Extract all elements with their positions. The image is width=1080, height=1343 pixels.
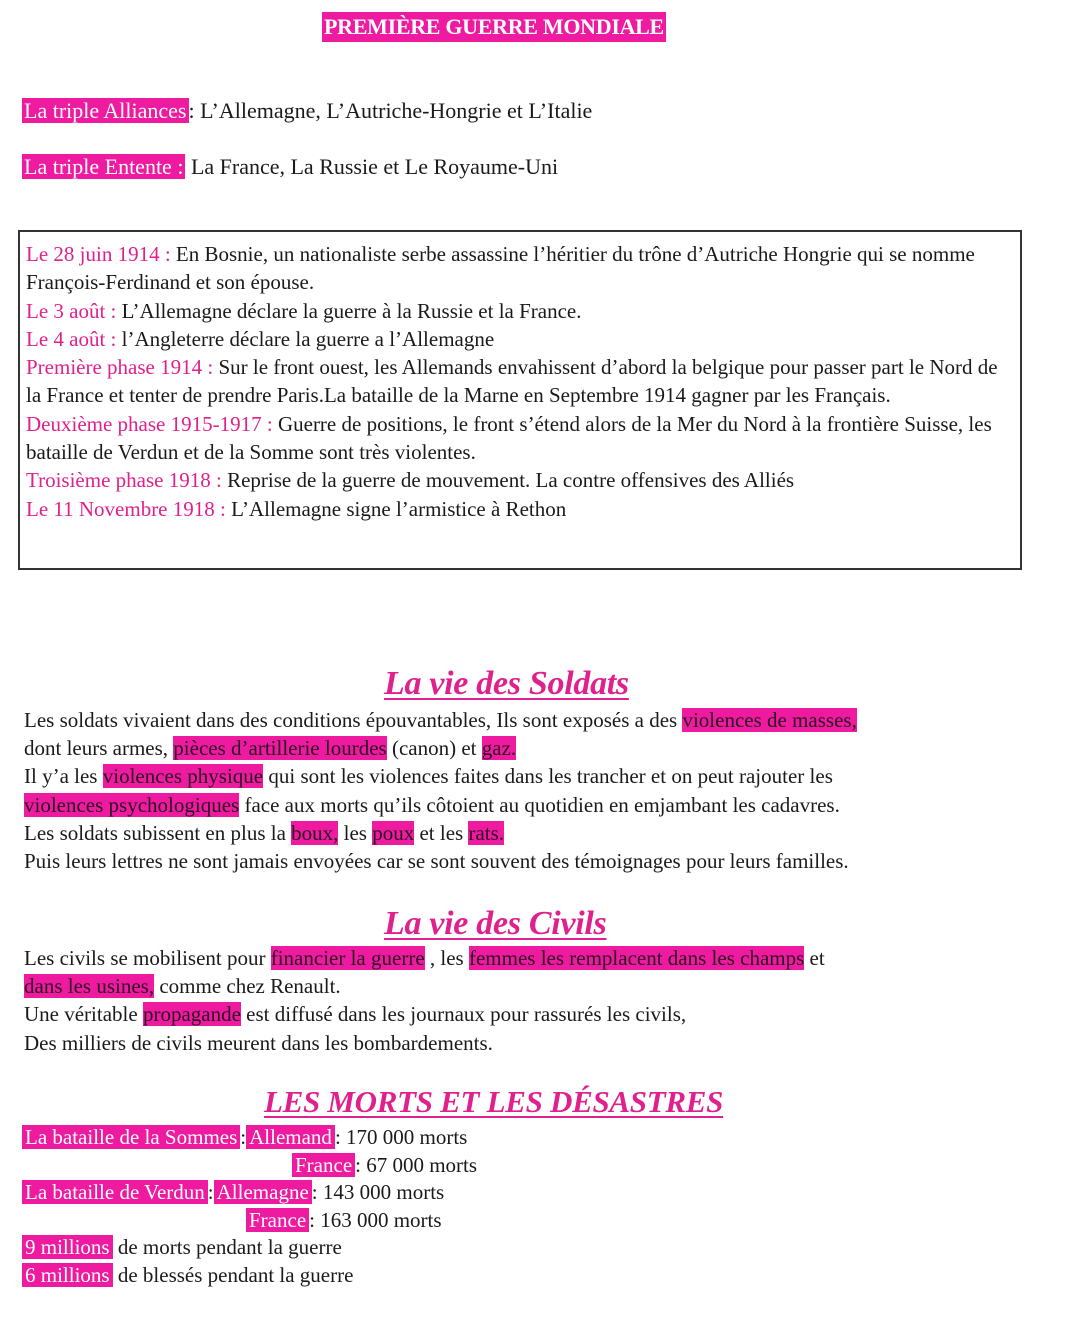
timeline-text: Sur le front ouest, les Allemands envahissent d’abord la belgique pour passer part le Nord de la France et tenter de prendre Paris.La bataille de la Marne en Septembre 1914 gagner par les Français. bbox=[26, 355, 998, 408]
triple-entente-line bbox=[22, 153, 558, 181]
death-count: : 67 000 morts bbox=[355, 1152, 478, 1177]
timeline-entry bbox=[26, 353, 1014, 410]
timeline-entry bbox=[26, 240, 1014, 297]
timeline-box bbox=[18, 230, 1022, 570]
triple-alliance-line bbox=[22, 97, 592, 125]
highlight: pièces d’artillerie lourdes bbox=[173, 736, 387, 761]
timeline-entry bbox=[26, 495, 1014, 523]
highlight: rats. bbox=[468, 820, 505, 845]
country-label: France bbox=[292, 1153, 355, 1177]
total-wounded-row bbox=[22, 1262, 353, 1290]
text-run: et les bbox=[414, 820, 469, 845]
triple-entente-text: La France, La Russie et Le Royaume-Uni bbox=[185, 154, 559, 179]
timeline-entry bbox=[26, 297, 1014, 325]
text-run: Les soldats subissent en plus la bbox=[24, 820, 292, 845]
timeline-text: L’Allemagne déclare la guerre à la Russie et la France. bbox=[116, 298, 582, 323]
highlight: boux, bbox=[291, 820, 339, 845]
timeline-text: En Bosnie, un nationaliste serbe assassine l’héritier du trône d’Autriche Hongrie qui se nomme François-Ferdinand et son épouse. bbox=[26, 242, 975, 295]
timeline-text: l’Angleterre déclare la guerre a l’Allemagne bbox=[116, 326, 495, 351]
battle-label: La bataille de Verdun bbox=[22, 1180, 208, 1204]
country-label: Allemagne bbox=[214, 1180, 312, 1204]
text-run: qui sont les violences faites dans les trancher et on peut rajouter les bbox=[263, 764, 833, 789]
timeline-text: L’Allemagne signe l’armistice à Rethon bbox=[225, 496, 567, 521]
timeline-entry bbox=[26, 410, 1014, 467]
total-dead-row bbox=[22, 1234, 342, 1262]
timeline-date: Troisième phase 1918 : bbox=[26, 468, 222, 493]
timeline-date: Deuxième phase 1915-1917 : bbox=[26, 411, 273, 436]
verdun-row bbox=[22, 1179, 444, 1207]
text-run: face aux morts qu’ils côtoient au quotidien en emjambant les cadavres. bbox=[239, 792, 840, 817]
timeline-date: Le 4 août : bbox=[26, 326, 117, 351]
triple-alliance-text: : L’Allemagne, L’Autriche-Hongrie et L’Italie bbox=[188, 98, 593, 123]
highlight: violences psychologiques bbox=[24, 792, 240, 817]
text-run: , les bbox=[424, 946, 469, 970]
death-count: : 170 000 morts bbox=[334, 1125, 468, 1149]
text-run: dont leurs armes, bbox=[24, 736, 174, 761]
timeline-date: Le 11 Novembre 1918 : bbox=[26, 496, 226, 521]
triple-alliance-label: La triple Alliances bbox=[24, 98, 187, 123]
soldats-paragraph bbox=[24, 706, 1064, 875]
text-run: Les soldats vivaient dans des conditions épouvantables, Ils sont exposés a des bbox=[24, 708, 683, 732]
text-run: Puis leurs lettres ne sont jamais envoyées car se sont souvent des témoignages pour leurs familles. bbox=[24, 849, 849, 874]
timeline-date: Première phase 1914 : bbox=[26, 355, 214, 380]
text-run: est diffusé dans les journaux pour rassurés les civils, bbox=[240, 1002, 687, 1027]
highlight: poux bbox=[372, 820, 415, 845]
timeline-date: Le 28 juin 1914 : bbox=[26, 242, 171, 266]
verdun-france-row bbox=[246, 1207, 442, 1235]
country-label: France bbox=[246, 1208, 309, 1232]
highlight: dans les usines, bbox=[24, 974, 155, 999]
highlight: violences physique bbox=[102, 764, 264, 789]
civils-section-title: La vie des Civils bbox=[384, 905, 607, 942]
soldats-section-title: La vie des Soldats bbox=[384, 665, 629, 702]
highlight: femmes les remplacent dans les champs bbox=[468, 946, 805, 970]
highlight: violences de masses, bbox=[682, 708, 857, 732]
civils-paragraph bbox=[24, 944, 1064, 1057]
total-wounded-text: de blessés pendant la guerre bbox=[112, 1262, 354, 1287]
country-label: Allemand bbox=[246, 1125, 335, 1149]
text-run: et bbox=[804, 946, 825, 970]
text-run: Des milliers de civils meurent dans les bombardements. bbox=[24, 1030, 493, 1055]
separator: : bbox=[207, 1180, 214, 1204]
total-wounded-number: 6 millions bbox=[22, 1263, 113, 1287]
timeline-date: Le 3 août : bbox=[26, 298, 117, 323]
text-run: (canon) et bbox=[386, 736, 482, 761]
text-run: les bbox=[338, 820, 373, 845]
total-dead-text: de morts pendant la guerre bbox=[112, 1235, 342, 1259]
total-dead-number: 9 millions bbox=[22, 1235, 113, 1259]
morts-section-title: LES MORTS ET LES DÉSASTRES bbox=[264, 1084, 724, 1119]
battle-label: La bataille de la Sommes bbox=[22, 1125, 240, 1149]
timeline-text: Guerre de positions, le front s’étend alors de la Mer du Nord à la frontière Suisse, les bataille de Verdun et de la Somme sont très violentes. bbox=[26, 411, 992, 465]
timeline-text: Reprise de la guerre de mouvement. La contre offensives des Alliés bbox=[221, 468, 795, 493]
death-count: : 163 000 morts bbox=[309, 1207, 442, 1232]
highlight: gaz. bbox=[481, 736, 517, 761]
text-run: Une véritable bbox=[24, 1002, 143, 1027]
highlight: propagande bbox=[142, 1002, 241, 1027]
text-run: Il y’a les bbox=[24, 764, 103, 789]
text-run: comme chez Renault. bbox=[154, 974, 341, 999]
timeline-entry bbox=[26, 325, 1014, 353]
page-title: PREMIÈRE GUERRE MONDIALE bbox=[322, 12, 666, 42]
timeline-entry bbox=[26, 466, 1014, 494]
separator: : bbox=[240, 1125, 247, 1149]
death-count: : 143 000 morts bbox=[311, 1180, 445, 1204]
somme-france-row bbox=[292, 1152, 477, 1180]
triple-entente-label: La triple Entente : bbox=[24, 154, 184, 179]
somme-row bbox=[22, 1124, 467, 1152]
highlight: financier la guerre bbox=[270, 946, 425, 970]
text-run: Les civils se mobilisent pour bbox=[24, 946, 271, 970]
